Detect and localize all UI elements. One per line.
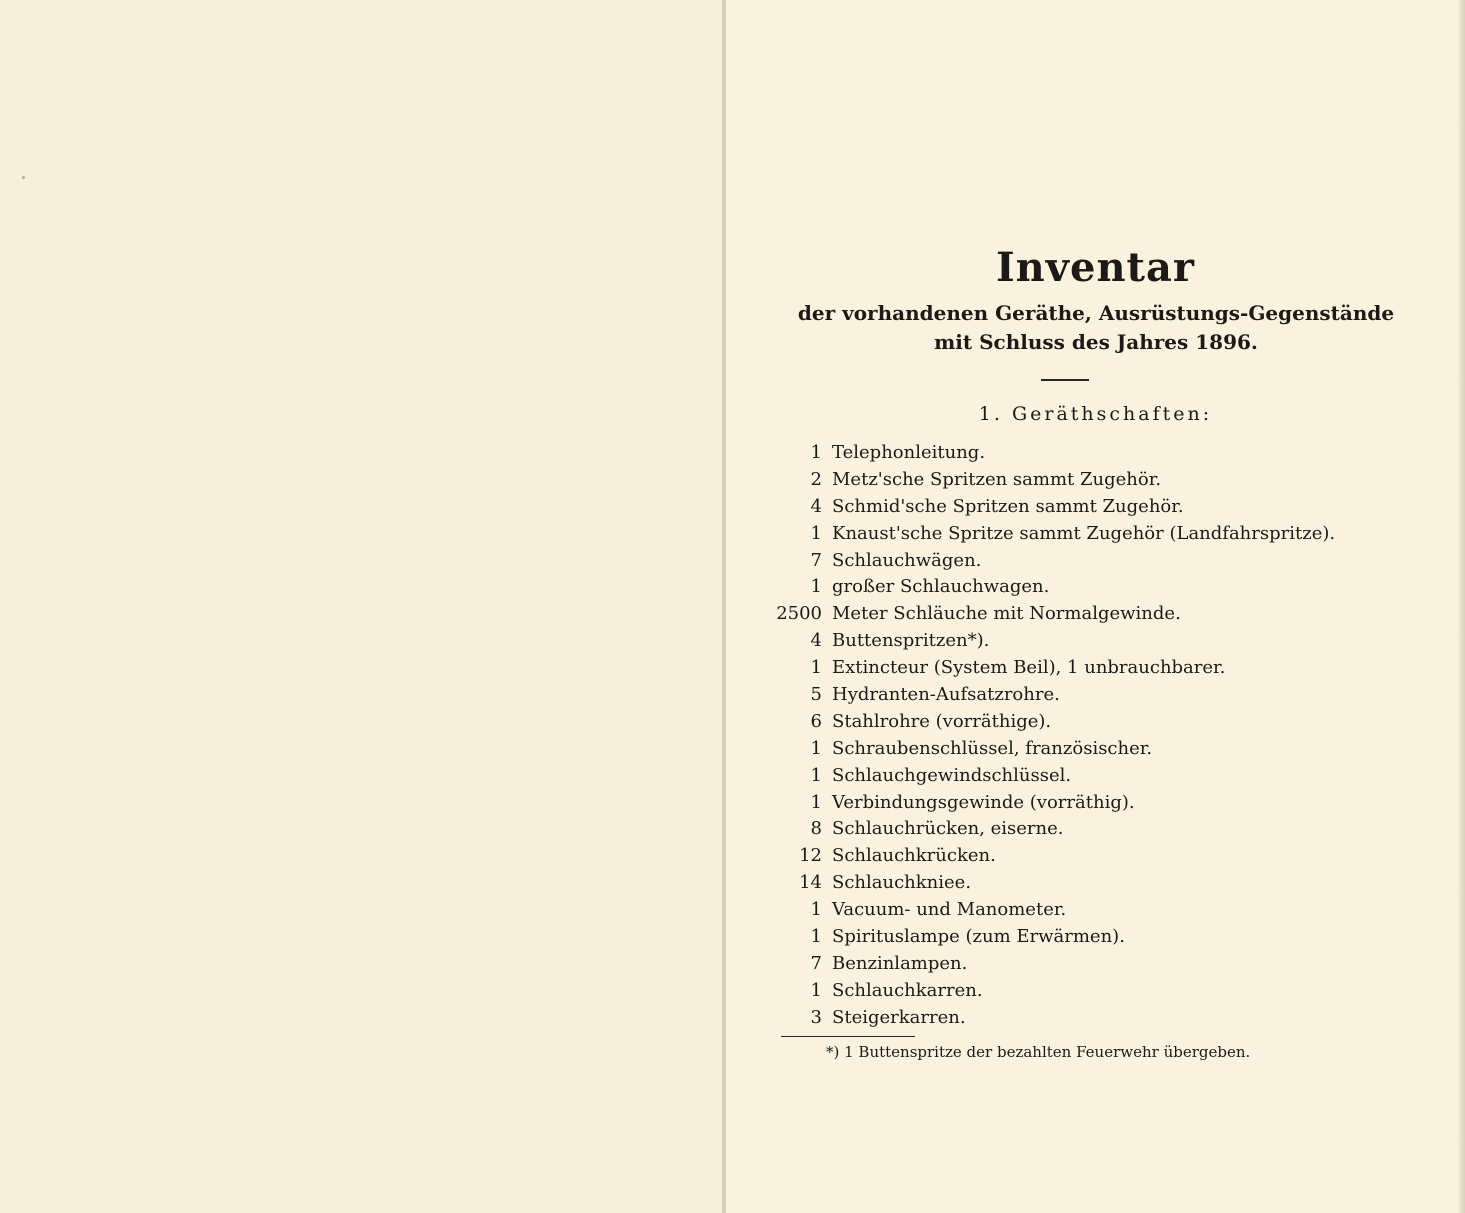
item-description: Buttenspritzen*). — [832, 630, 990, 652]
inventory-item — [766, 736, 1335, 763]
page-edge — [1457, 0, 1465, 1213]
item-description: Verbindungsgewinde (vorräthig). — [832, 791, 1135, 813]
item-quantity: 4 — [810, 630, 822, 652]
inventory-item — [766, 790, 1335, 817]
item-quantity: 6 — [810, 710, 822, 732]
item-description: Benzinlampen. — [832, 952, 968, 974]
inventory-item — [766, 467, 1335, 494]
title-divider — [1041, 379, 1089, 381]
item-description: Schraubenschlüssel, französischer. — [832, 737, 1153, 759]
item-quantity: 1 — [810, 442, 822, 463]
inventory-item — [766, 978, 1335, 1005]
item-quantity: 7 — [810, 952, 822, 974]
footnote-divider — [781, 1036, 915, 1037]
item-quantity: 1 — [810, 979, 822, 1001]
inventory-item — [766, 548, 1335, 575]
item-description: Schlauchrücken, eiserne. — [832, 818, 1064, 840]
item-quantity: 1 — [810, 899, 822, 921]
item-quantity: 1 — [810, 657, 822, 679]
section-heading: 1. Geräthschaften: — [978, 403, 1213, 425]
item-quantity: 1 — [810, 764, 822, 786]
item-description: Telephonleitung. — [832, 442, 986, 463]
inventory-item — [766, 924, 1335, 951]
inventory-item — [766, 601, 1335, 628]
item-description: Stahlrohre (vorräthige). — [832, 710, 1052, 732]
item-description: Extincteur (System Beil), 1 unbrauchbarer. — [832, 657, 1226, 679]
item-description: Schlauchgewindschlüssel. — [832, 764, 1072, 786]
paper-speck — [22, 176, 25, 179]
item-quantity: 2500 — [776, 603, 822, 625]
item-quantity: 8 — [810, 818, 822, 840]
item-description: Vacuum- und Manometer. — [832, 899, 1067, 921]
inventory-item — [766, 655, 1335, 682]
inventory-list — [766, 440, 1335, 1032]
inventory-item — [766, 574, 1335, 601]
item-description: Schlauchkrücken. — [832, 845, 996, 867]
item-description: Spirituslampe (zum Erwärmen). — [832, 926, 1125, 948]
inventory-item — [766, 682, 1335, 709]
right-page — [726, 0, 1465, 1213]
inventory-item — [766, 951, 1335, 978]
item-quantity: 1 — [810, 791, 822, 813]
inventory-item — [766, 709, 1335, 736]
footnote: *) 1 Buttenspritze der bezahlten Feuerwehr übergeben. — [826, 1043, 1251, 1061]
item-description: Hydranten-Aufsatzrohre. — [832, 684, 1060, 706]
inventory-item — [766, 870, 1335, 897]
item-description: Steigerkarren. — [832, 1006, 966, 1028]
inventory-item — [766, 763, 1335, 790]
inventory-item — [766, 521, 1335, 548]
item-quantity: 12 — [799, 845, 822, 867]
item-description: Metz'sche Spritzen sammt Zugehör. — [832, 468, 1162, 490]
item-description: Schlauchkniee. — [832, 872, 972, 894]
item-quantity: 1 — [810, 926, 822, 948]
item-quantity: 5 — [810, 684, 822, 706]
page-title: Inventar — [995, 244, 1196, 291]
item-description: Schlauchwägen. — [832, 549, 982, 571]
page-subtitle: der vorhandenen Geräthe, Ausrüstungs-Gegenstände mit Schluss des Jahres 1896. — [797, 301, 1395, 354]
item-quantity: 4 — [810, 495, 822, 517]
item-description: großer Schlauchwagen. — [832, 576, 1050, 598]
item-description: Schmid'sche Spritzen sammt Zugehör. — [832, 495, 1184, 517]
item-quantity: 14 — [799, 872, 822, 894]
item-quantity: 1 — [810, 737, 822, 759]
item-quantity: 2 — [810, 468, 822, 490]
item-description: Knaust'sche Spritze sammt Zugehör (Landfahrspritze). — [832, 522, 1336, 544]
item-quantity: 7 — [810, 549, 822, 571]
item-description: Meter Schläuche mit Normalgewinde. — [832, 603, 1181, 625]
item-description: Schlauchkarren. — [832, 979, 983, 1001]
inventory-item — [766, 843, 1335, 870]
item-quantity: 1 — [810, 522, 822, 544]
inventory-item — [766, 1005, 1335, 1032]
inventory-item — [766, 440, 1335, 467]
item-quantity: 3 — [810, 1006, 822, 1028]
inventory-item — [766, 494, 1335, 521]
left-page-blank — [0, 0, 722, 1213]
inventory-item — [766, 816, 1335, 843]
inventory-item — [766, 628, 1335, 655]
inventory-item — [766, 897, 1335, 924]
item-quantity: 1 — [810, 576, 822, 598]
